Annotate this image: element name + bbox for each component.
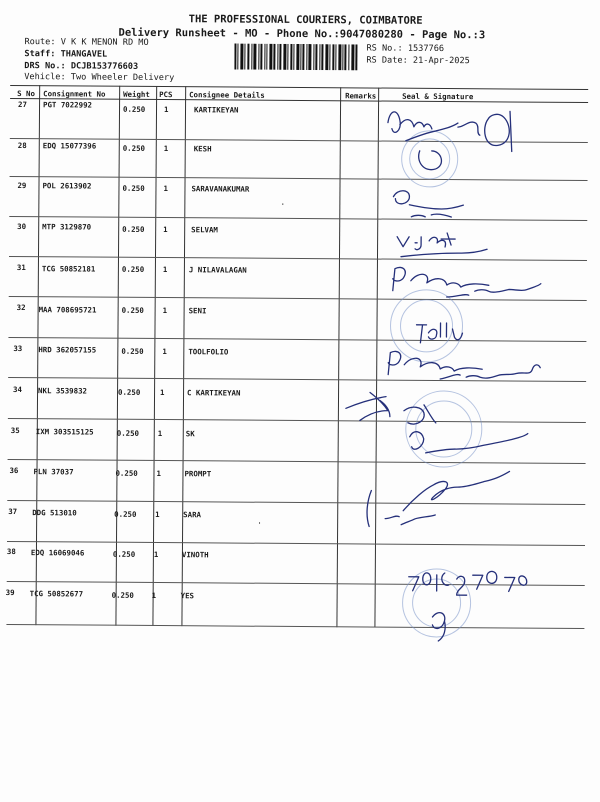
signature-scribble — [406, 122, 480, 142]
row-consignment: EDQ 15077396 — [42, 141, 97, 151]
row-consignee: VINOTH — [181, 550, 209, 560]
row-sno: 27 — [18, 100, 27, 110]
row-pcs: 1 — [153, 549, 159, 560]
row-divider — [8, 337, 586, 342]
row-consignee: SELVAM — [191, 225, 218, 235]
rs-number: RS No.: 1537766 — [366, 43, 445, 54]
col-consignment: Consignment No — [43, 89, 106, 99]
signature-scribble — [419, 151, 442, 170]
row-consignee: C KARTIKEYAN — [187, 388, 241, 398]
company-title: THE PROFESSIONAL COURIERS, COIMBATORE — [188, 13, 423, 27]
col-sno: S No — [17, 89, 35, 99]
row-pcs: 1 — [157, 429, 163, 439]
rs-date: RS Date: 21-Apr-2025 — [366, 55, 470, 67]
row-pcs: 1 — [162, 347, 167, 357]
row-consignment: MTP 3129870 — [42, 222, 92, 232]
row-consignee: J NILAVALAGAN — [188, 265, 247, 275]
row-pcs: 1 — [163, 144, 169, 154]
row-weight: 0.250 — [122, 224, 145, 234]
signature-scribble — [440, 364, 540, 379]
seal-stamp — [416, 401, 472, 457]
row-divider — [7, 500, 585, 505]
row-sno: 29 — [17, 181, 27, 191]
row-consignee: PROMPT — [184, 469, 212, 479]
col-divider — [35, 85, 40, 625]
row-pcs: 1 — [163, 105, 169, 115]
row-divider — [9, 296, 587, 301]
row-weight: 0.250 — [122, 143, 146, 153]
drs-number: DRS No.: DCJB153776603 — [24, 61, 139, 72]
row-sno: 38 — [6, 546, 16, 557]
row-weight: 0.250 — [122, 183, 145, 193]
signature-scribble — [485, 111, 512, 151]
row-pcs: 1 — [163, 184, 168, 194]
seal-stamp — [406, 391, 483, 468]
row-consignment: DDG 513010 — [32, 508, 77, 518]
row-pcs: 1 — [162, 306, 168, 316]
col-remarks: Remarks — [345, 91, 377, 101]
staff-label: Staff: THANGAVEL — [24, 49, 108, 60]
signature-scribble — [388, 351, 482, 375]
row-weight: 0.250 — [116, 428, 140, 438]
row-consignee: SARAVANAKUMAR — [191, 184, 250, 194]
vehicle-label: Vehicle: Two Wheeler Delivery — [24, 72, 175, 84]
row-pcs: 1 — [160, 388, 165, 398]
signature-scribble — [403, 471, 509, 512]
signature-scribble — [401, 249, 487, 258]
seal-stamp — [390, 290, 463, 363]
row-weight: 0.250 — [114, 509, 137, 519]
row-consignment: TCG 50852181 — [41, 264, 96, 274]
row-weight: 0.250 — [118, 387, 141, 397]
row-weight: 0.250 — [121, 346, 144, 356]
row-divider — [9, 256, 587, 261]
row-consignment: HRD 362057155 — [38, 345, 97, 355]
row-sno: 30 — [17, 222, 27, 232]
header-bottom-border — [10, 98, 588, 103]
row-weight: 0.250 — [121, 305, 144, 315]
row-consignment: EDQ 16069046 — [30, 548, 85, 558]
row-sno: 32 — [16, 303, 26, 313]
row-pcs: 1 — [151, 590, 157, 600]
row-consignee: SENI — [188, 306, 207, 316]
barcode-image — [234, 44, 358, 71]
col-divider — [115, 86, 120, 626]
row-divider — [8, 418, 586, 423]
row-weight: 0.250 — [111, 590, 134, 600]
signature-scribble — [346, 392, 390, 420]
seal-stamp — [400, 300, 452, 352]
row-divider — [9, 216, 587, 221]
col-pcs: PCS — [159, 90, 173, 100]
row-weight: 0.250 — [112, 549, 136, 559]
row-sno: 34 — [13, 384, 23, 395]
signature-scribble — [367, 490, 435, 526]
col-divider — [181, 86, 186, 626]
row-consignment: PLN 37037 — [33, 467, 74, 477]
row-divider — [7, 581, 585, 586]
row-consignment: NKL 3539832 — [38, 386, 88, 396]
row-consignment: IXM 303515125 — [35, 427, 94, 437]
row-sno: 36 — [9, 465, 19, 476]
row-divider — [10, 138, 588, 143]
row-consignee: KARTIKEYAN — [193, 105, 239, 115]
runsheet-subtitle: Delivery Runsheet - MO - Phone No.:9047080280 - Page No.:3 — [118, 26, 486, 42]
row-sno: 37 — [8, 506, 18, 517]
row-pcs: 1 — [163, 225, 168, 235]
row-weight: 0.250 — [122, 104, 146, 114]
col-divider — [152, 86, 157, 626]
row-consignee: SARA — [183, 510, 202, 520]
row-sno: 35 — [10, 425, 20, 436]
row-weight: 0.250 — [115, 468, 138, 478]
row-weight: 0.250 — [121, 264, 145, 274]
col-consignee: Consignee Details — [189, 90, 265, 100]
row-pcs: 1 — [156, 468, 161, 479]
row-consignment: POL 2613902 — [42, 181, 92, 191]
signature-scribble — [410, 432, 528, 454]
row-sno: 33 — [13, 343, 23, 354]
signature-scribble — [411, 214, 451, 217]
signature-scribble — [393, 267, 489, 291]
row-consignee: TOOLFOLIO — [188, 347, 229, 357]
row-divider — [6, 624, 584, 629]
row-consignment: TCG 50852677 — [29, 589, 84, 599]
row-consignee: KESH — [193, 144, 212, 154]
row-pcs: 1 — [155, 509, 160, 520]
row-consignee: YES — [180, 591, 195, 601]
col-divider — [374, 88, 379, 628]
seal-stamp — [412, 579, 460, 627]
row-divider — [7, 541, 585, 546]
row-consignment: PGT 7022992 — [43, 100, 93, 110]
remark-dash: · — [280, 199, 286, 209]
row-divider — [8, 459, 586, 464]
row-consignee: SK — [185, 429, 195, 439]
row-pcs: 1 — [162, 265, 168, 275]
row-divider — [8, 377, 586, 382]
remark-dash: · — [257, 518, 262, 528]
signature-scribble — [397, 233, 455, 250]
col-seal-signature: Seal & Signature — [402, 91, 474, 102]
col-weight: Weight — [123, 89, 150, 99]
signature-scribble — [447, 283, 541, 298]
signature-scribble — [393, 191, 463, 209]
row-sno: 31 — [16, 263, 26, 273]
row-sno: 39 — [5, 587, 15, 598]
row-divider — [10, 176, 588, 181]
row-consignment: MAA 708695721 — [38, 305, 97, 315]
row-sno: 28 — [17, 141, 27, 151]
seal-stamp — [410, 139, 450, 179]
route-label: Route: V K K MENON RD MO — [24, 37, 149, 48]
signature-scribble — [388, 112, 432, 133]
col-divider — [336, 87, 341, 627]
